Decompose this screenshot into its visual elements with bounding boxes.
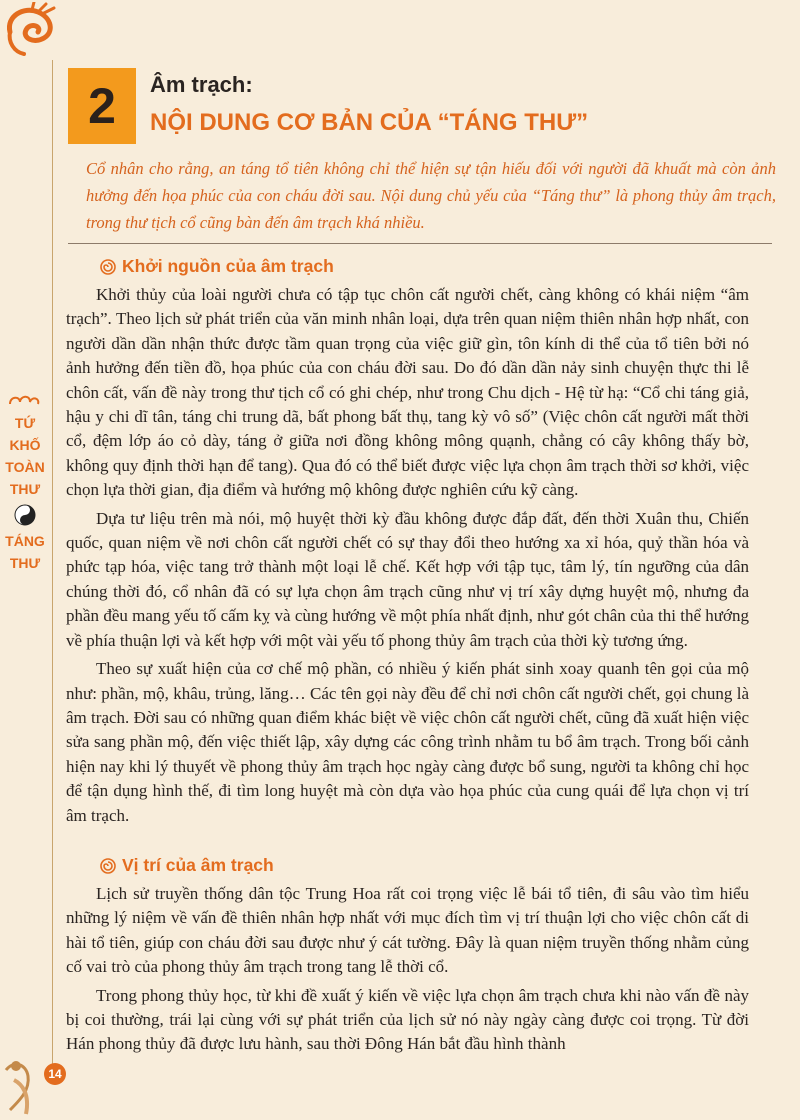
section-heading-label: Vị trí của âm trạch	[122, 855, 274, 875]
dragon-ornament-icon	[2, 2, 66, 60]
section-body-location	[66, 882, 749, 1061]
chapter-number-badge	[68, 68, 136, 144]
spiral-bullet-icon	[100, 858, 116, 874]
side-book-title	[0, 392, 50, 574]
side-title-word: TOÀN	[5, 459, 45, 475]
chapter-title: NỘI DUNG CƠ BẢN CỦA “TÁNG THƯ”	[150, 109, 589, 136]
page-number: 14	[44, 1063, 66, 1085]
paragraph: Dựa tư liệu trên mà nói, mộ huyệt thời kỳ đầu không được đắp đất, đến thời Xuân thu, Chiến quốc, quan niệm về nơi chôn cất người chết có sự thay đổi theo hướng xa xỉ hóa, quỷ thần hóa và phức tạp hóa, việc tang trở thành một loại lễ chế. Kết hợp với tập tục, tâm lý, tín ngưỡng của dân chúng thời đó, cổ nhân đã có sự lựa chọn âm trạch cũng như vị trí xây dựng huyệt mộ, nhưng đa phần đều mang yếu tố cấm kỵ và cùng hướng về một phía nhất định, như gót chân của thi thể hướng về phía thuận lợi và kết hợp với một vài yếu tố phong thủy âm trạch của thời kỳ tương ứng.	[66, 508, 749, 650]
side-title-word: KHỐ	[9, 437, 41, 453]
paragraph: Khởi thủy của loài người chưa có tập tục chôn cất người chết, càng không có khái niệm “âm trạch”. Theo lịch sử phát triển của văn minh nhân loại, dựa trên quan niệm thiên nhân hợp nhất, con người dần dần nhận thức được tầm quan trọng của việc giữ gìn, tôn kính di thể của tổ tiên bởi nó ảnh hưởng đến tiền đồ, họa phúc của con cháu đời sau. Do đó dần dần nảy sinh chuyện thực thi lễ chôn cất, vấn đề này trong thư tịch cổ có ghi chép, như trong Chu dịch - Hệ từ hạ: “Cổ chi táng giả, hậu y chi dĩ tân, táng chi trung dã, bất phong bất thụ, tang kỳ vô số” (Việc chôn cất người mất thời cổ, đệm lớp áo cỏ dày, táng ở giữa nơi đồng không mông quạnh, chẳng có cây không thấy bờ, không quy định thời hạn để tang). Qua đó có thể biết được việc lựa chọn âm trạch thời sơ khởi, việc chọn lựa thời gian, địa điểm và hướng mộ không được nghiên cứu kỹ càng.	[66, 285, 749, 500]
section-body-origin	[66, 283, 749, 832]
spiral-bullet-icon	[100, 259, 116, 275]
intro-paragraph: Cổ nhân cho rằng, an táng tổ tiên không chỉ thể hiện sự tận hiếu đối với người đã khuất mà còn ảnh hưởng đến họa phúc của con cháu đời sau. Nội dung chủ yếu của “Táng thư” là phong thủy âm trạch, trong thư tịch cổ cũng bàn đến âm trạch khá nhiều.	[86, 159, 776, 232]
chapter-number: 2	[88, 78, 116, 134]
paragraph: Lịch sử truyền thống dân tộc Trung Hoa rất coi trọng việc lễ bái tổ tiên, đi sâu vào tìm hiểu những lý niệm về vấn đề thiên nhân hợp nhất với mục đích tìm vị trí thuận lợi cho việc chôn cất di hài tổ tiên, giúp con cháu đời sau được như ý cát tường. Đây là quan niệm truyền thống nhằm củng cố vai trò của phong thủy âm trạch trong tang lễ thời cổ.	[66, 884, 749, 977]
yin-yang-icon	[14, 504, 36, 526]
paragraph: Theo sự xuất hiện của cơ chế mộ phần, có nhiều ý kiến phát sinh xoay quanh tên gọi của mộ như: phần, mộ, khâu, trủng, lăng… Các tên gọi này đều để chỉ nơi chôn cất người chết, gọi chung là âm trạch. Đời sau có những quan điểm khác biệt về việc chôn cất người chết, cũng đã xuất hiện việc sửa sang phần mộ, đến việc thiết lập, xây dựng các công trình nhằm tu bổ âm trạch. Trong bối cảnh hiện nay khi lý thuyết về phong thủy âm trạch học ngày càng được bổ sung, người ta không chỉ học để tận dụng hình thế, đi tìm long huyệt mà còn dựa vào họa phúc của cung quái để lựa chọn vị trí âm trạch.	[66, 659, 749, 825]
cloud-ornament-icon	[8, 392, 42, 408]
section-heading-origin	[100, 256, 334, 277]
side-title-word: THƯ	[9, 555, 41, 571]
side-title-word: TỨ	[14, 415, 36, 431]
chapter-subtitle: Âm trạch:	[150, 72, 253, 97]
section-heading-label: Khởi nguồn của âm trạch	[122, 256, 334, 276]
side-title-word: TÁNG	[5, 533, 45, 549]
side-title-word: THƯ	[9, 481, 41, 497]
margin-rule	[52, 60, 53, 1070]
figure-ornament-icon	[0, 1050, 48, 1120]
section-heading-location	[100, 855, 274, 876]
section-divider	[68, 243, 772, 244]
paragraph: Trong phong thủy học, từ khi đề xuất ý kiến về việc lựa chọn âm trạch chưa khi nào vấn đề này bị coi thường, trái lại cùng với sự phát triển của lịch sử nó này ngày càng được coi trọng. Từ đời Hán phong thủy đã được lưu hành, sau thời Đông Hán bắt đầu hình thành	[66, 985, 749, 1054]
